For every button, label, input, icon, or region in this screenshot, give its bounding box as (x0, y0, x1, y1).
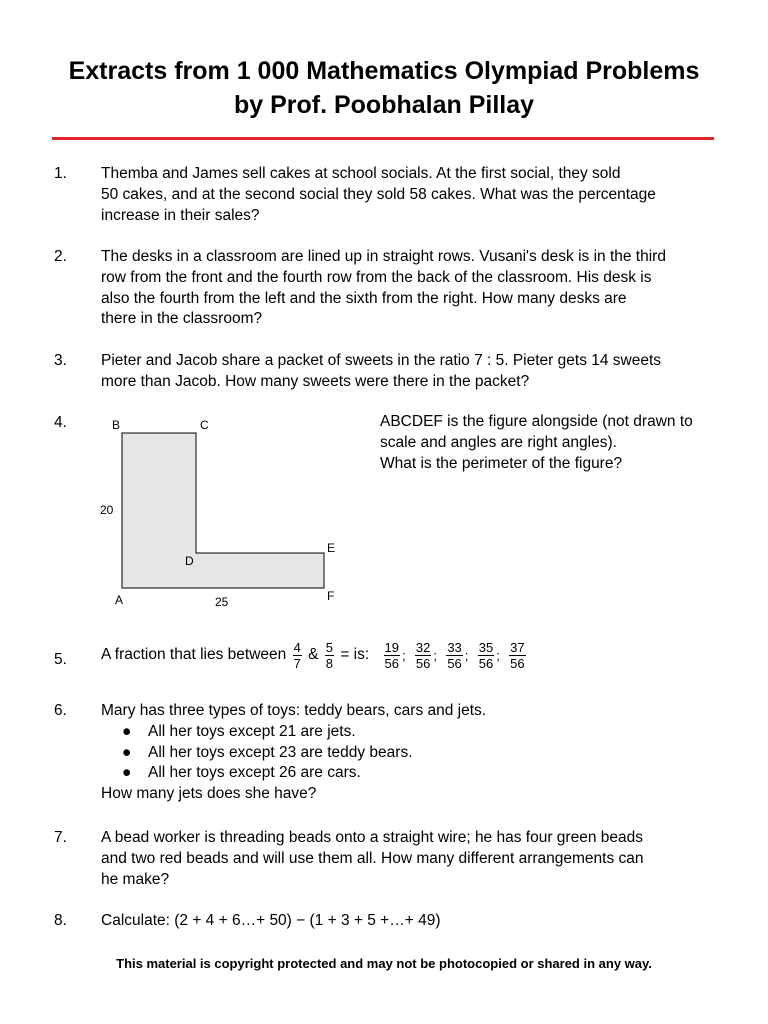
side-label-bottom: 25 (215, 595, 229, 609)
bullet-item (101, 763, 701, 784)
question-text-line: What is the perimeter of the figure? (380, 454, 623, 472)
question-text-line: also the fourth from the left and the sixth from the right. How many desks are (101, 289, 627, 307)
denominator: 56 (510, 656, 525, 671)
vertex-label-c: C (200, 418, 209, 432)
question-text-line: The desks in a classroom are lined up in straight rows. Vusani's desk is in the third (101, 248, 666, 265)
question-number: 1. (54, 165, 67, 182)
document-title-line-1: Extracts from 1 000 Mathematics Olympiad Problems (68, 57, 700, 85)
vertex-label-f: F (327, 589, 335, 603)
question-number: 4. (54, 414, 67, 431)
question-text-line: more than Jacob. How many sweets were there in the packet? (101, 372, 530, 390)
denominator: 8 (325, 656, 334, 671)
question-number: 7. (54, 829, 67, 846)
denominator: 56 (478, 656, 494, 671)
side-label-left: 20 (100, 503, 114, 517)
question-text: A fraction that lies between (101, 646, 287, 664)
separator: ; (401, 647, 406, 663)
bullet-text: All her toys except 26 are cars. (148, 764, 361, 782)
question-text-line: increase in their sales? (101, 206, 260, 224)
bullet-item (101, 722, 701, 743)
option-fraction (509, 640, 525, 671)
question-number: 6. (54, 702, 67, 719)
numerator: 35 (478, 640, 494, 655)
bullet-icon: ● (122, 743, 132, 761)
question-text-line: Calculate: (2 + 4 + 6…+ 50) − (1 + 3 + 5 +…+ 49) (101, 912, 441, 929)
fraction-4-7 (293, 640, 302, 671)
numerator: 33 (447, 640, 462, 655)
bullet-icon: ● (122, 764, 132, 782)
title-divider (52, 137, 714, 140)
equals-is: = is: (340, 646, 370, 664)
vertex-label-b: B (112, 418, 121, 432)
bullet-item (101, 743, 701, 764)
numerator: 5 (325, 640, 334, 655)
numerator: 4 (293, 640, 301, 655)
l-shape-polygon (122, 433, 324, 588)
numerator: 32 (415, 640, 431, 655)
question-text-line: Pieter and Jacob share a packet of sweets in the ratio 7 : 5. Pieter gets 14 sweets (101, 352, 662, 369)
question-number: 3. (54, 352, 67, 369)
question-text-line: How many jets does she have? (101, 785, 317, 803)
option-fraction (446, 640, 462, 671)
question-number: 2. (54, 248, 67, 265)
denominator: 7 (293, 656, 301, 671)
separator: ; (496, 647, 500, 663)
question-text-line: there in the classroom? (101, 310, 263, 328)
option-fraction (415, 640, 431, 671)
separator: ; (464, 647, 469, 663)
question-text-line: Themba and James sell cakes at school socials. At the first social, they sold (101, 165, 621, 182)
vertex-label-d: D (185, 554, 194, 568)
numerator: 19 (384, 640, 399, 655)
separator: ; (433, 647, 437, 663)
denominator: 56 (384, 656, 399, 671)
copyright-notice: This material is copyright protected and may not be photocopied or shared in any way. (116, 956, 652, 971)
bullet-text: All her toys except 23 are teddy bears. (148, 743, 413, 761)
l-shape-figure (95, 412, 345, 617)
question-text-line: 50 cakes, and at the second social they sold 58 cakes. What was the percentage (101, 185, 656, 203)
question-text-line: Mary has three types of toys: teddy bears, cars and jets. (101, 702, 487, 719)
document-title-line-2: by Prof. Poobhalan Pillay (233, 91, 535, 119)
question-text-line: row from the front and the fourth row from the back of the classroom. His desk is (101, 268, 652, 286)
question-text-line: A bead worker is threading beads onto a straight wire; he has four green beads (101, 829, 643, 846)
bullet-icon: ● (122, 722, 132, 740)
ampersand: & (308, 646, 319, 664)
numerator: 37 (510, 640, 525, 655)
question-4-text (380, 412, 740, 474)
question-number: 8. (54, 912, 67, 929)
fraction-5-8 (325, 640, 334, 671)
question-number: 5. (54, 651, 67, 668)
question-text-line: he make? (101, 870, 170, 888)
vertex-label-e: E (327, 541, 336, 555)
question-text-line: scale and angles are right angles). (380, 433, 617, 451)
bullet-text: All her toys except 21 are jets. (148, 722, 356, 740)
denominator: 56 (447, 656, 462, 671)
vertex-label-a: A (115, 593, 124, 607)
question-text-line: ABCDEF is the figure alongside (not drawn to (380, 413, 693, 430)
question-text-line: and two red beads and will use them all. How many different arrangements can (101, 849, 644, 867)
denominator: 56 (415, 656, 431, 671)
option-fraction (478, 640, 494, 671)
option-fraction (384, 640, 400, 671)
